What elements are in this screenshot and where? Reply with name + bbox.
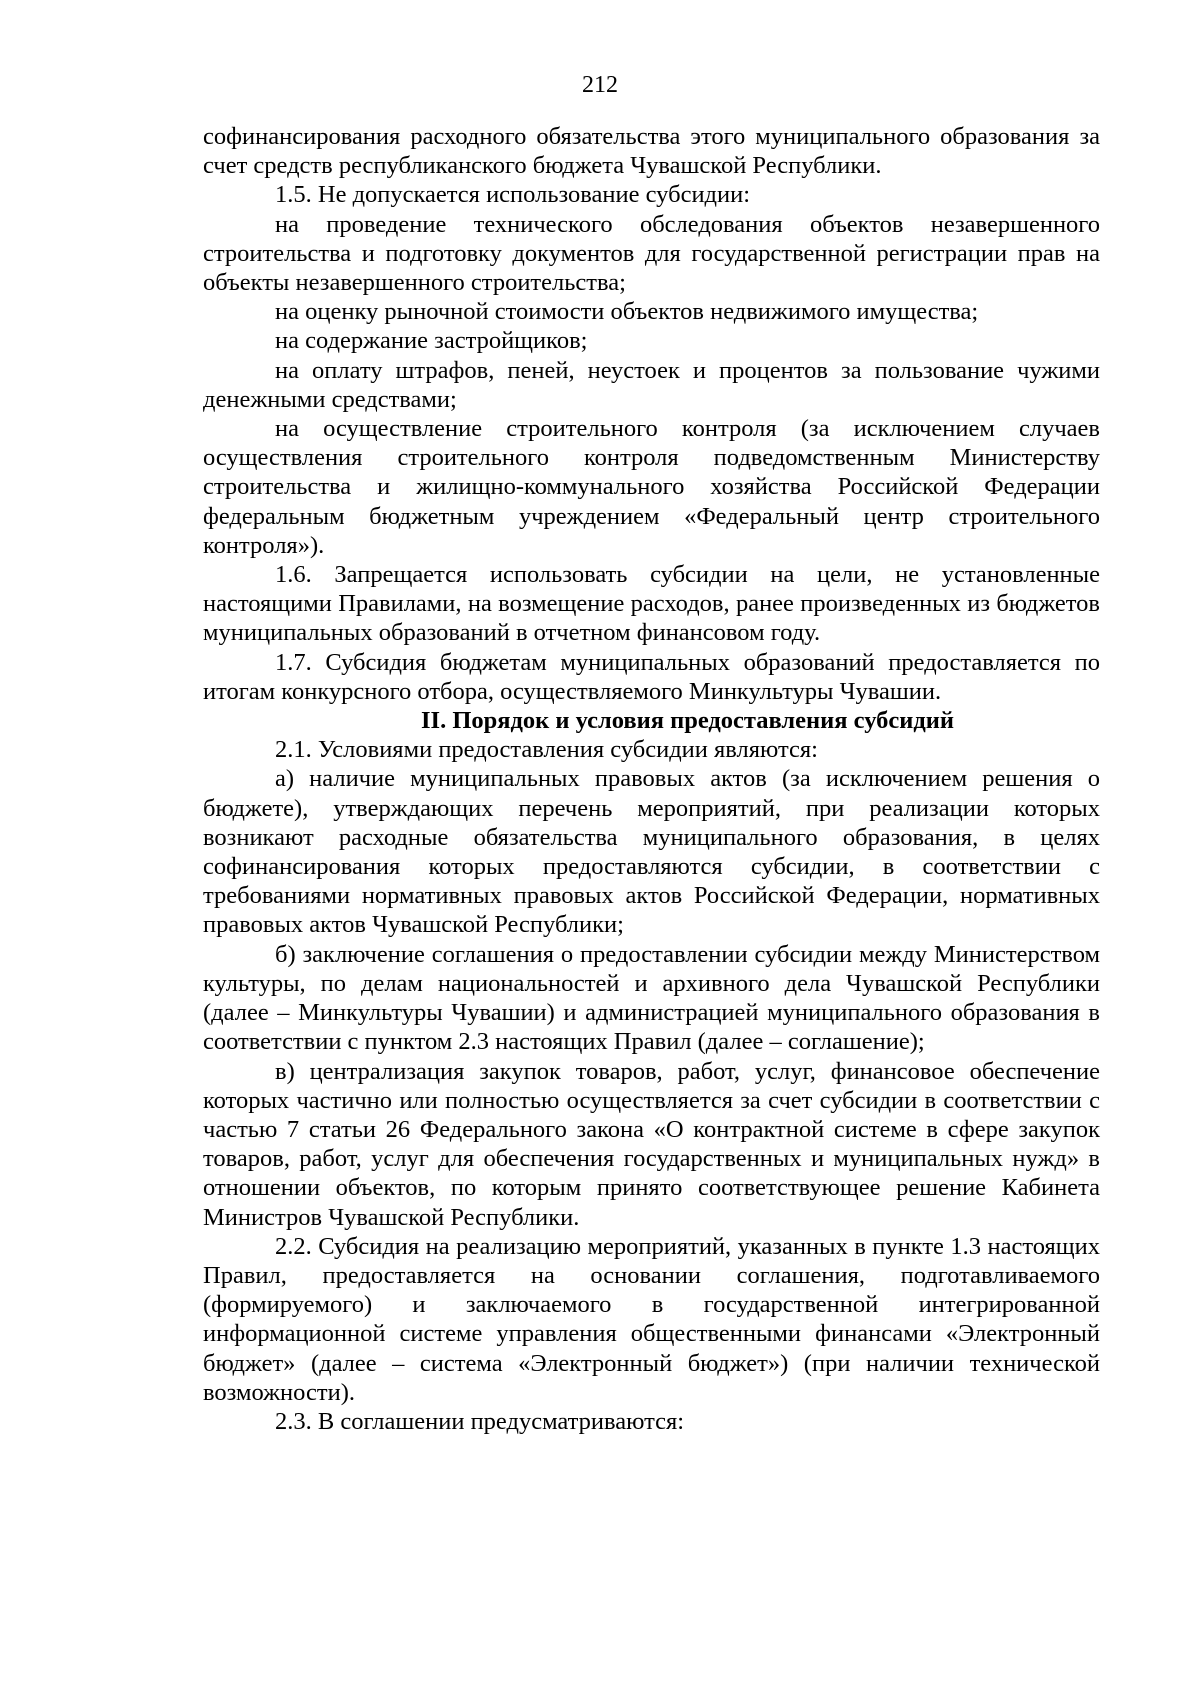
list-item-1-5-1: на проведение технического обследования объектов незавершенного строительства и подготовку документов для государственной регистрации прав на объекты незавершенного строительства; [203,210,1100,297]
paragraph-2-1: 2.1. Условиями предоставления субсидии являются: [275,736,818,764]
paragraph-1-6: 1.6. Запрещается использовать субсидии на цели, не установленные настоящими Правилами, на возмещение расходов, ранее произведенных из бюджетов муниципальных образований в отчетном финансовом году. [203,561,1100,647]
document-body [203,122,1100,1436]
paragraph-2-3: 2.3. В соглашении предусматриваются: [275,1407,685,1435]
list-item-1-5-2: на оценку рыночной стоимости объектов недвижимого имущества; [275,298,979,326]
continuation-paragraph: софинансирования расходного обязательства этого муниципального образования за счет средств республиканского бюджета Чувашской Республики. [203,123,1100,180]
list-item-1-5-5: на осуществление строительного контроля (за исключением случаев осуществления строительного контроля подведомственным Министерству строительства и жилищно-коммунального хозяйства Российской Федерации федеральным бюджетным учреждением «Федеральный центр строительного контроля»). [203,415,1100,559]
list-item-2-1-v: в) централизация закупок товаров, работ, услуг, финансовое обеспечение которых частично или полностью осуществляется за счет субсидии в соответствии с частью 7 статьи 26 Федерального закона «О контрактной системе в сфере закупок товаров, работ, услуг для обеспечения государственных и муниципальных нужд» в отношении объектов, по которым принято соответствующее решение Кабинета Министров Чувашской Республики. [203,1057,1100,1231]
list-item-1-5-4: на оплату штрафов, пеней, неустоек и процентов за пользование чужими денежными средствами; [203,356,1100,413]
paragraph-2-2: 2.2. Субсидия на реализацию мероприятий, указанных в пункте 1.3 настоящих Правил, предоставляется на основании соглашения, подготавливаемого (формируемого) и заключаемого в государственной интегрированной информационной системе управления общественными финансами «Электронный бюджет» (далее – система «Электронный бюджет») (при наличии технической возможности). [203,1232,1100,1406]
paragraph-1-5: 1.5. Не допускается использование субсидии: [275,181,751,209]
paragraph-1-7: 1.7. Субсидия бюджетам муниципальных образований предоставляется по итогам конкурсного отбора, осуществляемого Минкультуры Чувашии. [203,648,1100,705]
list-item-1-5-3: на содержание застройщиков; [275,327,588,355]
section-heading: II. Порядок и условия предоставления субсидий [421,707,954,735]
page-number: 212 [582,72,618,98]
list-item-2-1-b: б) заключение соглашения о предоставлении субсидии между Министерством культуры, по делам национальностей и архивного дела Чувашской Республики (далее – Минкультуры Чувашии) и администрацией муниципального образования в соответствии с пунктом 2.3 настоящих Правил (далее – соглашение); [203,940,1100,1056]
list-item-2-1-a: а) наличие муниципальных правовых актов (за исключением решения о бюджете), утверждающих перечень мероприятий, при реализации которых возникают расходные обязательства муниципального образования, в целях софинансирования которых предоставляются субсидии, в соответствии с требованиями нормативных правовых актов Российской Федерации, нормативных правовых актов Чувашской Республики; [203,765,1100,939]
